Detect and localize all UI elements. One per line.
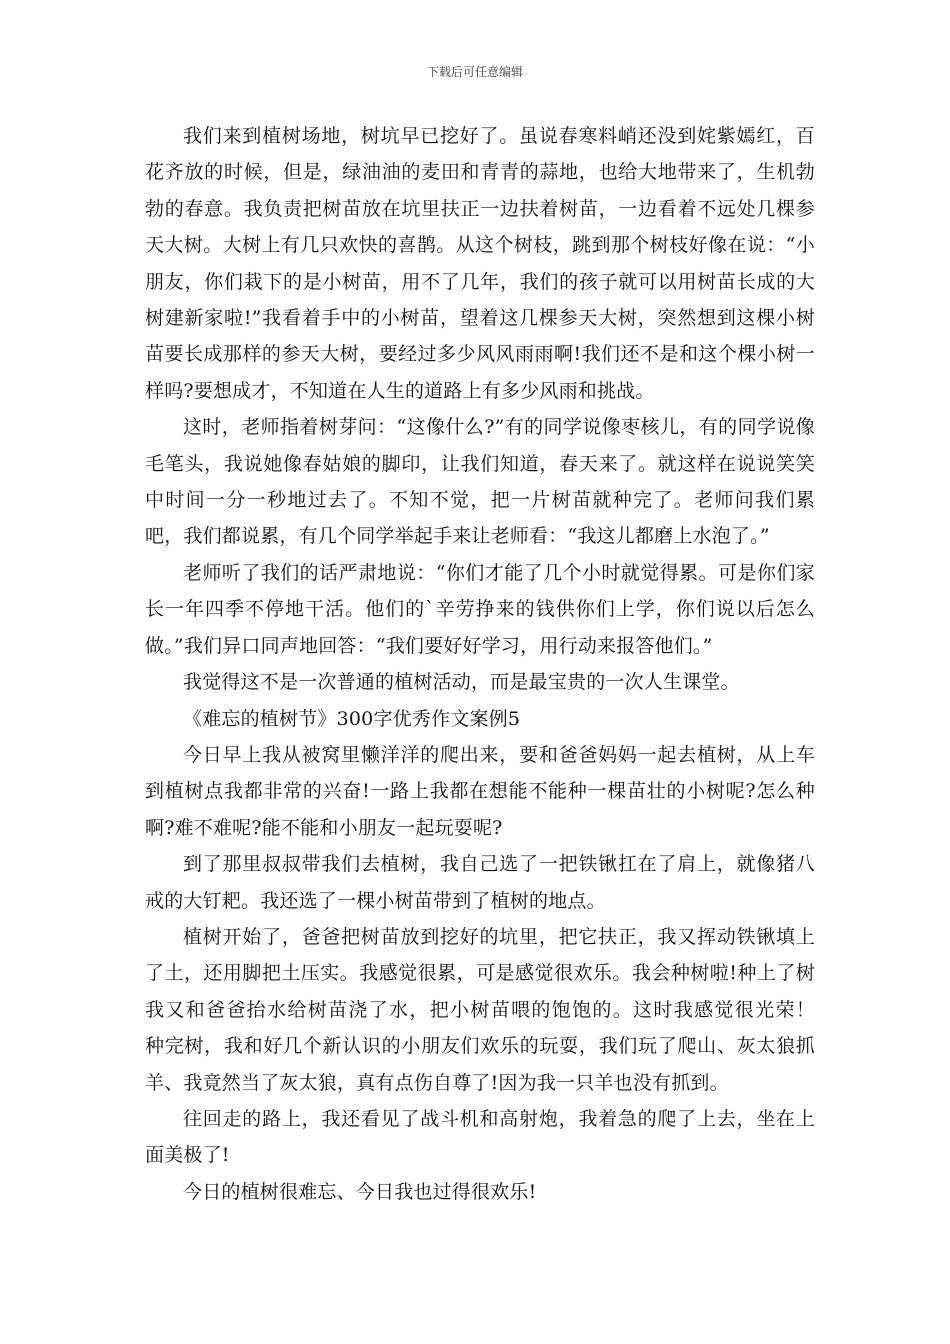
paragraph-3: 老师听了我们的话严肃地说：“你们才能了几个小时就觉得累。可是你们家长一年四季不停地干活。他们的`辛劳挣来的钱供你们上学，你们说以后怎么做。”我们异口同声地回答：“我们要好好学习，用行动来报答他们。”	[145, 561, 815, 657]
paragraph-8: 往回走的路上，我还看见了战斗机和高射炮，我着急的爬了上去，坐在上面美极了!	[145, 1107, 815, 1167]
paragraph-1: 我们来到植树场地，树坑早已挖好了。虽说春寒料峭还没到姹紫嫣红，百花齐放的时候，但是，绿油油的麦田和青青的蒜地，也给大地带来了，生机勃勃的春意。我负责把树苗放在坑里扶正一边扶着树苗，一边看着不远处几棵参天大树。大树上有几只欢快的喜鹊。从这个树枝，跳到那个树枝好像在说：“小朋友，你们栽下的是小树苗，用不了几年，我们的孩子就可以用树苗长成的大树建新家啦!”我看着手中的小树苗，望着这几棵参天大树，突然想到这棵小树苗要长成那样的参天大树，要经过多少风风雨雨啊!我们还不是和这个棵小树一样吗?要想成才，不知道在人生的道路上有多少风雨和挑战。	[145, 125, 815, 402]
page-header-note: 下载后可任意编辑	[426, 65, 523, 79]
section-title: 《难忘的植树节》300字优秀作文案例5	[183, 707, 521, 730]
paragraph-7: 植树开始了，爸爸把树苗放到挖好的坑里，把它扶正，我又挥动铁锹填上了土，还用脚把土压实。我感觉很累，可是感觉很欢乐。我会种树啦!种上了树我又和爸爸抬水给树苗浇了水，把小树苗喂的饱饱的。这时我感觉很光荣！ 种完树，我和好几个新认识的小朋友们欢乐的玩耍，我们玩了爬山、灰太狼抓羊、我竟然当了灰太狼，真有点伤自尊了!因为我一只羊也没有抓到。	[145, 925, 854, 1094]
paragraph-2: 这时，老师指着树芽问：“这像什么?”有的同学说像枣核儿，有的同学说像毛笔头，我说她像春姑娘的脚印，让我们知道，春天来了。就这样在说说笑笑中时间一分一秒地过去了。不知不觉，把一片树苗就种完了。老师问我们累吧，我们都说累，有几个同学举起手来让老师看：“我这儿都磨上水泡了。”	[145, 416, 815, 548]
paragraph-4: 我觉得这不是一次普通的植树活动，而是最宝贵的一次人生课堂。	[183, 671, 740, 694]
paragraph-5: 今日早上我从被窝里懒洋洋的爬出来，要和爸爸妈妈一起去植树，从上车到植树点我都非常的兴奋!一路上我都在想能不能种一棵苗壮的小树呢?怎么种啊?难不难呢?能不能和小朋友一起玩耍呢?	[145, 743, 815, 839]
article-body	[145, 118, 854, 1210]
paragraph-6: 到了那里叔叔带我们去植树，我自己选了一把铁锹扛在了肩上，就像猪八戒的大钉耙。我还选了一棵小树苗带到了植树的地点。	[145, 853, 815, 912]
paragraph-9: 今日的植树很难忘、今日我也过得很欢乐!	[183, 1180, 537, 1203]
